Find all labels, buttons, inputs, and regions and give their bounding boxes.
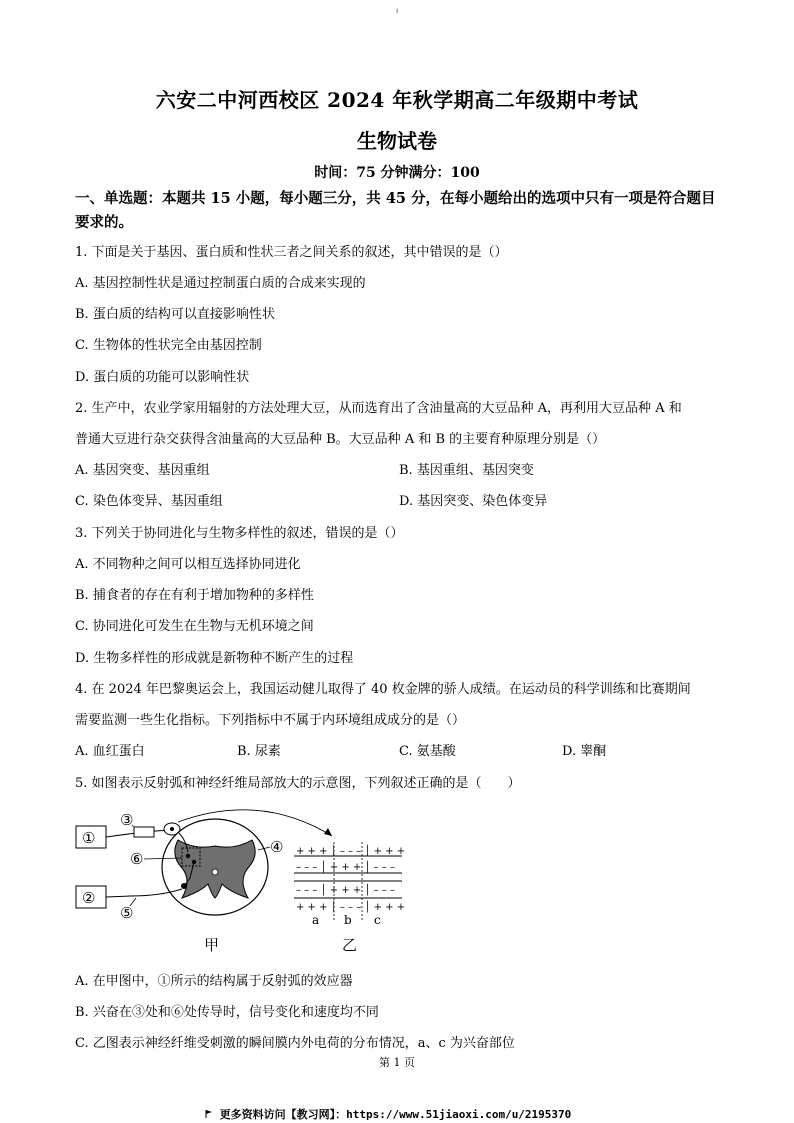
synapse-dot-1 [186, 854, 190, 858]
question-2-stem-line-1: 2. 生产中，农业学家用辐射的方法处理大豆，从而选育出了含油量高的大豆品种 A，再利用大豆品种 A 和 [75, 401, 682, 416]
exam-title: 六安二中河西校区 2024 年秋学期高二年级期中考试 [155, 88, 639, 112]
question-4-option-a: A. 血红蛋白 [75, 744, 145, 759]
segment-a: a [312, 913, 320, 927]
question-3-stem: 3. 下列关于协同进化与生物多样性的叙述，错误的是（） [75, 526, 404, 541]
question-1-option-d: D. 蛋白质的功能可以影响性状 [75, 370, 250, 385]
question-4-option-d: D. 睾酮 [562, 744, 607, 759]
flag-icon [205, 1110, 213, 1118]
question-1-option-a: A. 基因控制性状是通过控制蛋白质的合成来实现的 [75, 276, 366, 291]
label-6: ⑥ [130, 850, 144, 868]
question-5-option-b: B. 兴奋在③处和⑥处传导时，信号变化和速度均不同 [75, 1005, 379, 1020]
question-4-option-b: B. 尿素 [237, 744, 281, 759]
question-2-option-b: B. 基因重组、基因突变 [399, 463, 534, 478]
question-4-stem-line-1: 4. 在 2024 年巴黎奥运会上，我国运动健儿取得了 40 枚金牌的骄人成绩。在运动员的科学训练和比赛期间 [75, 682, 691, 697]
question-3-option-a: A. 不同物种之间可以相互选择协同进化 [75, 557, 301, 572]
exam-subtitle: 生物试卷 [357, 129, 437, 153]
charge-row-2: – – – │ + + + │ – – – [296, 862, 395, 873]
question-2-option-c: C. 染色体变异、基因重组 [75, 494, 223, 509]
footer-link-text[interactable]: 更多资料访问【教习网】：https://www.51jiaoxi.com/u/2195370 [219, 1108, 572, 1121]
question-5-option-c: C. 乙图表示神经纤维受刺激的瞬间膜内外电荷的分布情况，a、c 为兴奋部位 [75, 1036, 515, 1051]
ganglion-box [134, 827, 154, 837]
central-canal [212, 869, 218, 875]
question-2-stem-line-2: 普通大豆进行杂交获得含油量高的大豆品种 B。大豆品种 A 和 B 的主要育种原理分别是（） [75, 432, 606, 447]
page-number: 第 1 页 [379, 1056, 415, 1069]
question-5-option-a: A. 在甲图中，①所示的结构属于反射弧的效应器 [75, 974, 353, 989]
top-mark: ı [396, 6, 399, 15]
charge-row-3: – – – │ + + + │ – – – [296, 885, 395, 896]
section-heading: 一、单选题：本题共 15 小题，每小题三分，共 45 分，在每小题给出的选项中只有一项是符合题目要求的。 [75, 190, 716, 231]
exam-meta: 时间：75 分钟满分：100 [314, 165, 480, 181]
reflex-arc-figure [70, 800, 410, 960]
question-2-option-a: A. 基因突变、基因重组 [75, 463, 210, 478]
question-4-option-c: C. 氨基酸 [399, 744, 456, 759]
footer-link[interactable] [205, 1106, 571, 1122]
charge-row-1: + + + │ – – – │ + + + [296, 846, 406, 857]
label-2: ② [82, 889, 96, 907]
label-4: ④ [270, 838, 284, 856]
question-3-option-c: C. 协同进化可发生在生物与无机环境之间 [75, 619, 314, 634]
question-1-option-c: C. 生物体的性状完全由基因控制 [75, 338, 262, 353]
caption-jia: 甲 [204, 936, 220, 954]
segment-b: b [344, 913, 352, 927]
question-5-stem: 5. 如图表示反射弧和神经纤维局部放大的示意图，下列叙述正确的是（ ） [75, 776, 521, 791]
question-1-option-b: B. 蛋白质的结构可以直接影响性状 [75, 307, 275, 322]
question-2-option-d: D. 基因突变、染色体变异 [399, 494, 548, 509]
motor-neuron-body [181, 883, 187, 889]
label-5: ⑤ [120, 904, 134, 922]
label-3: ③ [120, 811, 134, 829]
segment-c: c [374, 913, 381, 927]
question-4-stem-line-2: 需要监测一些生化指标。下列指标中不属于内环境组成成分的是（） [75, 713, 466, 728]
caption-yi: 乙 [342, 936, 358, 954]
ganglion-nucleus [170, 827, 174, 831]
charge-row-4: + + + │ – – – │ + + + [296, 902, 406, 913]
label-1: ① [82, 829, 96, 847]
question-3-option-b: B. 捕食者的存在有利于增加物种的多样性 [75, 588, 314, 603]
question-1-stem: 1. 下面是关于基因、蛋白质和性状三者之间关系的叙述，其中错误的是（） [75, 245, 508, 260]
question-3-option-d: D. 生物多样性的形成就是新物种不断产生的过程 [75, 651, 354, 666]
